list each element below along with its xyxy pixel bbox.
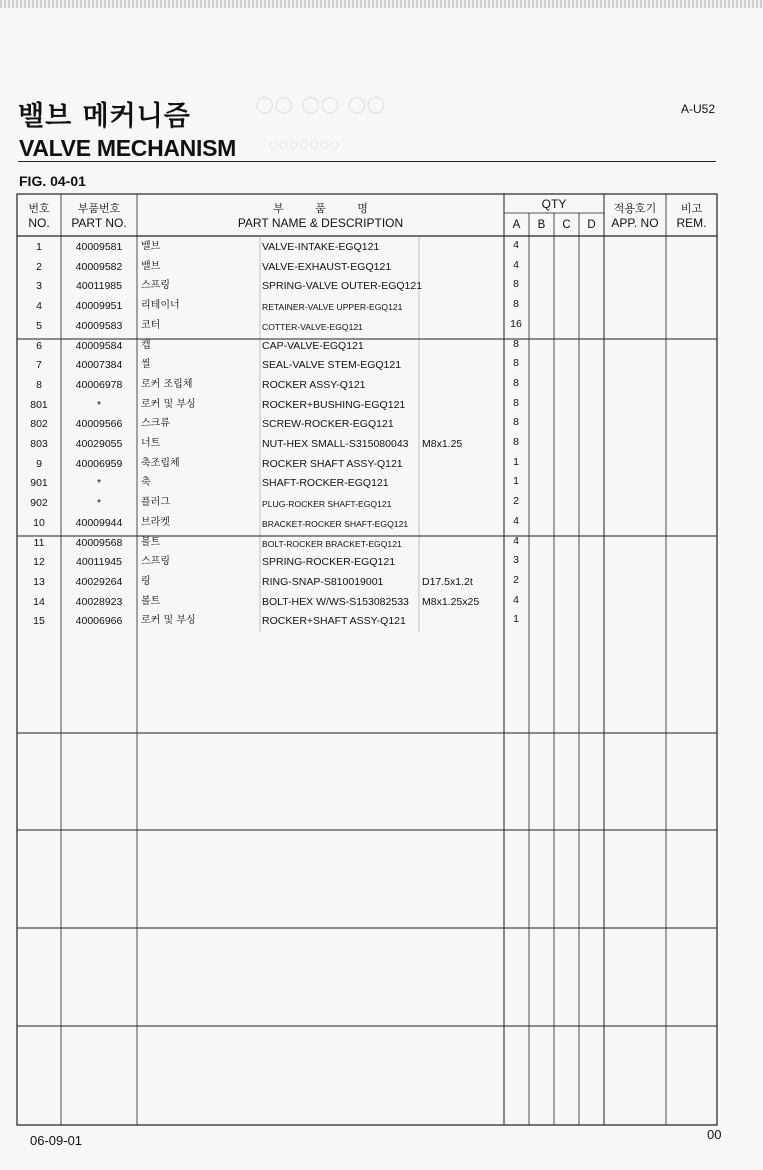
header-qty-c: C [562, 219, 571, 231]
row-item-no: 3 [36, 280, 42, 292]
header-qty-a: A [512, 219, 521, 231]
row-name-ko: 씰 [141, 359, 151, 370]
row-part-no: * [96, 477, 102, 489]
row-description: SCREW-ROCKER-EGQ121 [262, 418, 394, 430]
header-no [17, 202, 61, 230]
row-item-no: 902 [30, 497, 48, 509]
row-name-ko: 축조립체 [141, 458, 180, 469]
row-item-no: 7 [36, 359, 42, 371]
bleed-through-heading: ○○ ○○ ○○ [255, 92, 386, 117]
row-name-ko: 로커 조립체 [141, 379, 193, 390]
header-part-no [61, 202, 137, 230]
row-name-ko: 코터 [141, 320, 161, 331]
row-part-no: 40006978 [75, 379, 123, 391]
row-part-no: 40011945 [76, 556, 122, 568]
row-qty-a: 1 [513, 475, 519, 487]
row-part-no: 40009568 [75, 537, 123, 549]
row-item-no: 12 [33, 556, 45, 568]
row-name-ko: 로커 및 부싱 [141, 615, 196, 626]
figure-label: FIG. 04-01 [19, 173, 86, 189]
row-part-no: 40009951 [75, 300, 123, 312]
row-item-no: 11 [33, 537, 45, 549]
row-part-no: * [96, 399, 102, 411]
row-description: VALVE-EXHAUST-EGQ121 [262, 261, 392, 273]
row-description: ROCKER+SHAFT ASSY-Q121 [262, 615, 406, 627]
row-qty-a: 4 [513, 259, 519, 271]
row-description: BRACKET-ROCKER SHAFT-EGQ121 [262, 519, 409, 529]
row-qty-a: 8 [513, 278, 519, 290]
row-name-ko: 캡 [141, 340, 151, 351]
header-description [137, 202, 504, 230]
row-description: PLUG-ROCKER SHAFT-EGQ121 [262, 499, 392, 509]
row-qty-a: 1 [513, 613, 519, 625]
row-item-no: 803 [30, 438, 48, 450]
row-qty-a: 8 [513, 377, 519, 389]
row-name-ko: 리테이너 [141, 300, 180, 311]
row-qty-a: 8 [513, 397, 519, 409]
row-description: SEAL-VALVE STEM-EGQ121 [262, 359, 402, 371]
row-qty-a: 3 [513, 554, 519, 566]
row-name-ko: 플러그 [141, 497, 170, 508]
row-part-no: 40011985 [76, 280, 122, 292]
row-part-no: 40009583 [75, 320, 123, 332]
row-part-no: 40006966 [75, 615, 123, 627]
row-description: CAP-VALVE-EGQ121 [262, 340, 364, 352]
row-qty-a: 4 [513, 515, 519, 527]
row-item-no: 2 [36, 261, 42, 273]
row-description: SHAFT-ROCKER-EGQ121 [262, 477, 389, 489]
row-qty-a: 8 [513, 416, 519, 428]
row-name-ko: 브라켓 [141, 517, 170, 528]
row-qty-a: 2 [513, 574, 519, 586]
row-name-ko: 스프링 [141, 556, 170, 567]
row-part-no: 40009581 [75, 241, 123, 253]
row-name-ko: 너트 [141, 438, 161, 449]
row-description: RETAINER-VALVE UPPER-EGQ121 [262, 302, 403, 312]
row-part-no: 40029055 [75, 438, 123, 450]
header-no-en: NO. [28, 216, 50, 230]
row-part-no: 40009566 [75, 418, 123, 430]
row-part-no: * [96, 497, 102, 509]
row-item-no: 8 [36, 379, 42, 391]
row-qty-a: 1 [513, 456, 519, 468]
row-part-no: 40006959 [75, 458, 123, 470]
row-name-ko: 밸브 [141, 261, 161, 272]
row-item-no: 802 [30, 418, 48, 430]
header-description-ko: 부 품 명 [273, 202, 368, 215]
header-app-no-ko: 적용호기 [613, 202, 657, 215]
row-name-ko: 볼트 [141, 537, 161, 548]
row-description: SPRING-VALVE OUTER-EGQ121 [262, 280, 423, 292]
header-qty-d: D [587, 219, 596, 231]
header-remarks [666, 202, 717, 230]
table-border [17, 194, 717, 1125]
page-title: VALVE MECHANISM [19, 135, 236, 161]
row-item-no: 5 [36, 320, 42, 332]
row-qty-a: 4 [513, 239, 519, 251]
header-qty-b: B [537, 219, 546, 231]
row-name-ko: 로커 및 부싱 [141, 399, 196, 410]
row-item-no: 13 [33, 576, 45, 588]
row-qty-a: 16 [510, 318, 522, 330]
row-qty-a: 4 [513, 594, 519, 606]
page-code: A-U52 [681, 102, 716, 116]
row-name-ko: 링 [141, 576, 151, 587]
row-description: SPRING-ROCKER-EGQ121 [262, 556, 396, 568]
title-korean: 밸브 메커니즘 [18, 101, 191, 132]
row-name-ko: 스크류 [141, 418, 170, 429]
row-item-no: 1 [36, 241, 42, 253]
header-app-no-en: APP. NO [611, 216, 659, 230]
row-part-no: 40029264 [75, 576, 123, 588]
row-item-no: 14 [33, 596, 45, 608]
row-part-no: 40007384 [75, 359, 123, 371]
row-qty-a: 8 [513, 338, 519, 350]
row-item-no: 15 [33, 615, 45, 627]
header-part-no-en: PART NO. [71, 216, 127, 230]
row-spec: M8x1.25 [422, 438, 463, 450]
row-item-no: 901 [30, 477, 48, 489]
row-part-no: 40028923 [75, 596, 123, 608]
row-name-ko: 볼트 [141, 596, 161, 607]
header-description-en: PART NAME & DESCRIPTION [237, 216, 404, 230]
row-description: COTTER-VALVE-EGQ121 [262, 322, 363, 332]
row-name-ko: 축 [141, 477, 151, 488]
header-part-no-ko: 부품번호 [77, 202, 121, 215]
bleed-through-subheading: ○○○○○○○ [268, 135, 340, 154]
row-part-no: 40009582 [75, 261, 123, 273]
header-no-ko: 번호 [28, 202, 50, 215]
row-name-ko: 밸브 [141, 241, 161, 252]
row-item-no: 6 [36, 340, 42, 352]
header-qty: QTY [541, 197, 567, 211]
row-name-ko: 스프링 [141, 280, 170, 291]
row-qty-a: 8 [513, 298, 519, 310]
row-spec: M8x1.25x25 [422, 596, 480, 608]
row-qty-a: 2 [513, 495, 519, 507]
page-number: 00 [707, 1127, 722, 1142]
row-description: ROCKER SHAFT ASSY-Q121 [262, 458, 403, 470]
row-description: RING-SNAP-S810019001 [262, 576, 384, 588]
row-item-no: 4 [36, 300, 42, 312]
row-qty-a: 4 [513, 535, 519, 547]
row-description: BOLT-HEX W/WS-S153082533 [262, 596, 409, 608]
header-remarks-ko: 비고 [680, 202, 703, 215]
row-item-no: 9 [36, 458, 42, 470]
row-item-no: 801 [30, 399, 48, 411]
row-description: BOLT-ROCKER BRACKET-EGQ121 [262, 539, 402, 549]
row-description: ROCKER ASSY-Q121 [262, 379, 366, 391]
row-part-no: 40009944 [75, 517, 123, 529]
header-app-no [604, 202, 666, 230]
row-part-no: 40009584 [75, 340, 123, 352]
row-description: ROCKER+BUSHING-EGQ121 [262, 399, 406, 411]
row-qty-a: 8 [513, 436, 519, 448]
row-item-no: 10 [33, 517, 45, 529]
row-description: VALVE-INTAKE-EGQ121 [262, 241, 380, 253]
header-remarks-en: REM. [676, 216, 707, 230]
row-qty-a: 8 [513, 357, 519, 369]
row-spec: D17.5x1.2t [422, 576, 473, 588]
row-description: NUT-HEX SMALL-S315080043 [262, 438, 409, 450]
revision-date: 06-09-01 [30, 1133, 83, 1148]
